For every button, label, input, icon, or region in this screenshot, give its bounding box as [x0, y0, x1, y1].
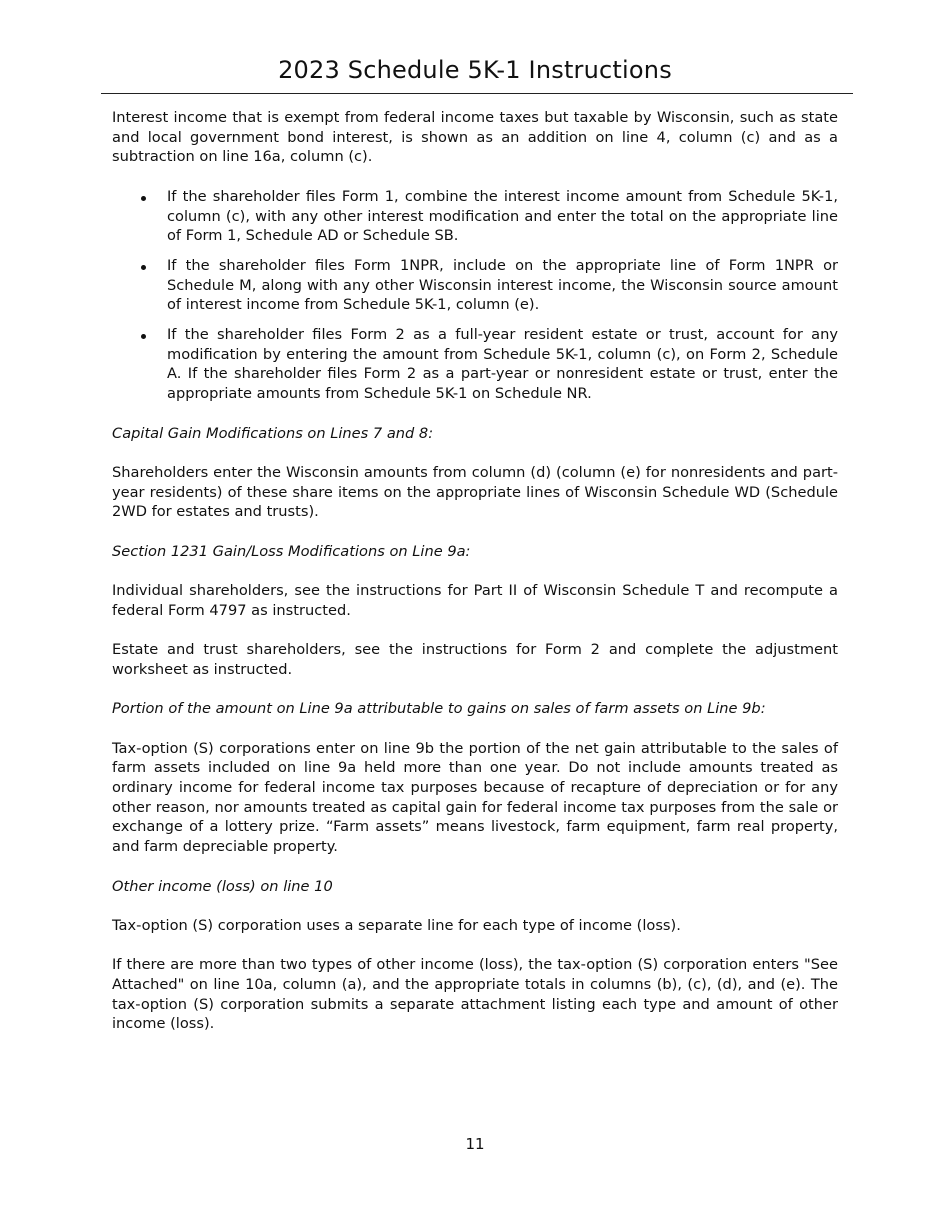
farm-assets-paragraph: Tax-option (S) corporations enter on line 9b the portion of the net gain attributable to the sales of farm assets included on line 9a held more than one year. Do not include amounts treated as ordinary income for federal income tax purposes because of recapture of depreciation or for any other reason, nor amounts treated as capital gain for federal income tax purposes from the sale or exchange of a lottery prize. “Farm assets” means livestock, farm equipment, farm real property, and farm depreciable property. — [112, 739, 838, 856]
title-divider — [101, 93, 853, 94]
capital-gain-heading: Capital Gain Modifications on Lines 7 and 8: — [112, 424, 434, 442]
bullet-text: If the shareholder files Form 1, combine the interest income amount from Schedule 5K-1, column (c), with any other interest modification and enter the total on the appropriate line of Form 1, Schedule AD or Schedule SB. — [167, 187, 838, 245]
section-1231-estate-paragraph: Estate and trust shareholders, see the instructions for Form 2 and complete the adjustment worksheet as instructed. — [112, 641, 838, 678]
intro-paragraph: Interest income that is exempt from federal income taxes but taxable by Wisconsin, such as state and local government bond interest, is shown as an addition on line 4, column (c) and as a subtraction on line 16a, column (c). — [112, 109, 838, 166]
bullet-item-form-2 — [112, 325, 838, 404]
other-income-heading: Other income (loss) on line 10 — [112, 877, 333, 895]
bullet-icon — [141, 265, 146, 270]
farm-assets-heading: Portion of the amount on Line 9a attributable to gains on sales of farm assets on Line 9b: — [112, 700, 766, 718]
bullet-icon — [141, 196, 146, 201]
bullet-text: If the shareholder files Form 2 as a full-year resident estate or trust, account for any modification by entering the amount from Schedule 5K-1, column (c), on Form 2, Schedule A. If the shareholder files Form 2 as a part-year or nonresident estate or trust, enter the appropriate amounts from Schedule 5K-1 on Schedule NR. — [167, 326, 838, 403]
bullet-item-form-1npr — [112, 256, 838, 315]
section-1231-heading: Section 1231 Gain/Loss Modifications on Line 9a: — [112, 542, 471, 560]
form-bullet-list — [112, 187, 838, 404]
other-income-paragraph-1: Tax-option (S) corporation uses a separate line for each type of income (loss). — [112, 916, 681, 934]
capital-gain-paragraph: Shareholders enter the Wisconsin amounts from column (d) (column (e) for nonresidents and part-year residents) of these share items on the appropriate lines of Wisconsin Schedule WD (Schedule 2WD for estates and trusts). — [112, 463, 838, 521]
document-body — [112, 108, 838, 1054]
section-1231-individual-paragraph: Individual shareholders, see the instructions for Part II of Wisconsin Schedule T and recompute a federal Form 4797 as instructed. — [112, 582, 838, 619]
bullet-text: If the shareholder files Form 1NPR, include on the appropriate line of Form 1NPR or Schedule M, along with any other Wisconsin interest income, the Wisconsin source amount of interest income from Schedule 5K-1, column (e). — [167, 256, 838, 314]
other-income-paragraph-2: If there are more than two types of other income (loss), the tax-option (S) corporation enters "See Attached" on line 10a, column (a), and the appropriate totals in columns (b), (c), (d), and (e). The tax-option (S) corporation submits a separate attachment listing each type and amount of other income (loss). — [112, 956, 838, 1033]
page-title: 2023 Schedule 5K-1 Instructions — [278, 56, 672, 84]
bullet-item-form-1 — [112, 187, 838, 246]
page-number: 11 — [465, 1135, 485, 1153]
bullet-icon — [141, 334, 146, 339]
